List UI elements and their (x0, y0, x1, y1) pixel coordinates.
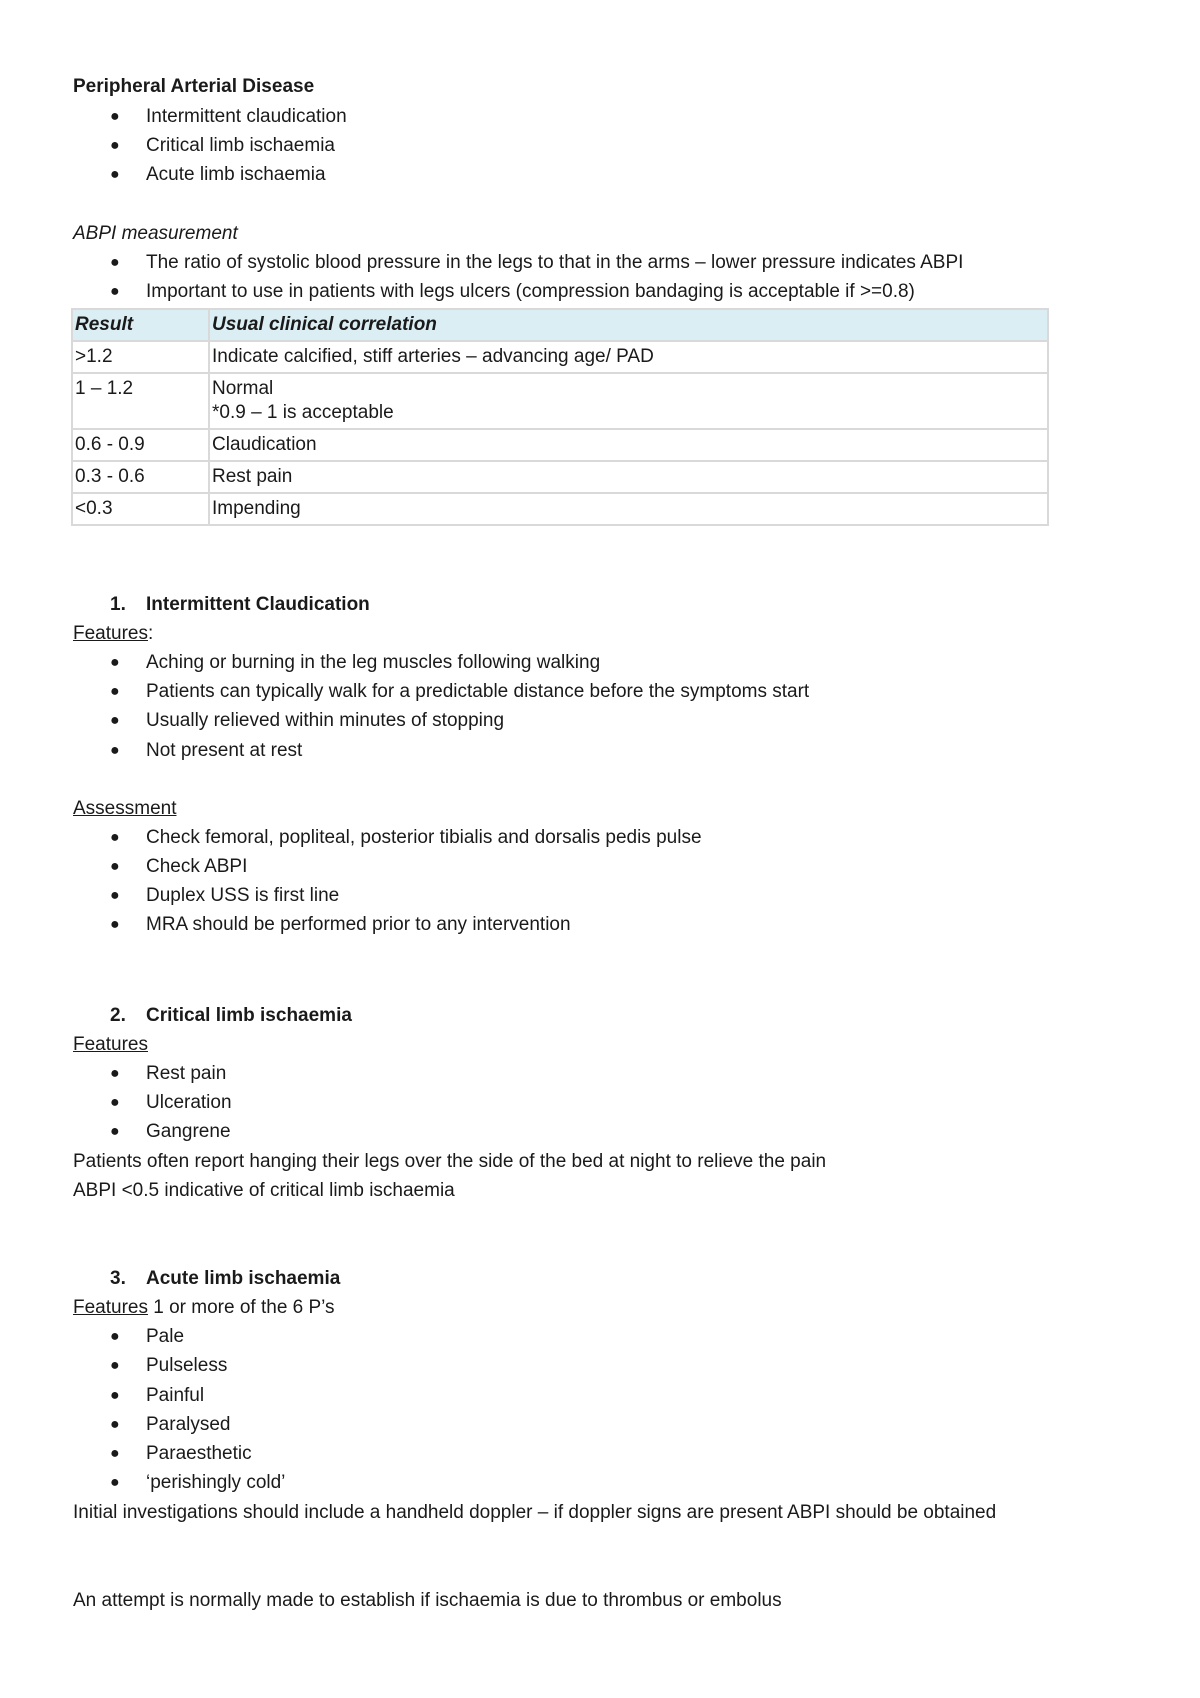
bullet-icon: ● (110, 683, 120, 700)
document-page: Peripheral Arterial Disease ● Intermittent claudication ● Critical limb ischaemia ● Acute limb ischaemia ABPI measurement ● The ratio of systolic blood pressure in the legs to that in the arms – lower pressure indicates ABPI ● Important to use in patients with legs ulcers (compression bandaging is acceptable if >=0.8) Result Usual clinical correlation >1.2 Indicate calcified, stiff arteries – advancing age/ PAD 1 – 1.2 Normal *0.9 – 1 is acceptable 0.6 - 0.9 Claudication 0.3 - 0.6 Rest pain <0.3 Impending 1. Intermittent Claudication Features: ● Aching or burning in the leg muscles following walking ● Patients can typically walk for a predictable distance before the symptoms start ● Usually relieved within minutes of stopping ● Not present at rest Assessment ● Check femoral, popliteal, posterior tibialis and dorsalis pedis pulse ● Check ABPI ● Duplex USS is first line ● MRA should be performed prior to any intervention 2. Critical limb ischaemia Features ● Rest pain ● Ulceration ● Gangrene Patients often report hanging their legs over the side of the bed at night to relieve the pain ABPI <0.5 indicative of critical limb ischaemia 3. Acute limb ischaemia Features 1 or more of the 6 P’s ● Pale ● Pulseless ● Painful ● Paralysed ● Paraesthetic ● ‘perishingly cold’ Initial investigations should include a handheld doppler – if doppler signs are present ABPI should be obtained An attempt is normally made to establish if ischaemia is due to thrombus or embolus (0, 0, 1200, 1698)
abpi-heading: ABPI measurement (73, 223, 238, 244)
section1-features-heading (73, 622, 153, 646)
section1-features-label: Features (73, 623, 148, 644)
bullet-icon: ● (110, 742, 120, 759)
table-row (72, 373, 1048, 429)
section3-number: 3. (110, 1268, 126, 1289)
bullet-icon: ● (110, 1445, 120, 1462)
section3-features-heading (73, 1296, 335, 1320)
bullet-icon: ● (110, 1357, 120, 1374)
bullet-icon: ● (110, 254, 120, 271)
document-title: Peripheral Arterial Disease (73, 76, 315, 97)
bullet-icon: ● (110, 916, 120, 933)
table-header-row (72, 309, 1048, 341)
table-cell-correlation: Impending (209, 493, 1048, 525)
table-cell-correlation (209, 373, 1048, 429)
bullet-icon: ● (110, 887, 120, 904)
table-cell-correlation: Rest pain (209, 461, 1048, 493)
table-row (72, 493, 1048, 525)
bullet-icon: ● (110, 166, 120, 183)
bullet-icon: ● (110, 1094, 120, 1111)
table-cell-correlation-text: Normal (212, 378, 274, 399)
table-header-result: Result (72, 309, 209, 341)
table-row (72, 341, 1048, 373)
table-row (72, 429, 1048, 461)
section2-features-heading: Features (73, 1034, 148, 1055)
bullet-icon: ● (110, 829, 120, 846)
table-cell-result: 1 – 1.2 (72, 373, 209, 429)
bullet-icon: ● (110, 858, 120, 875)
section2-title: Critical limb ischaemia (146, 1005, 352, 1026)
section3-note1: Initial investigations should include a handheld doppler – if doppler signs are present ABPI should be obtained (73, 1502, 997, 1523)
table-cell-result: 0.3 - 0.6 (72, 461, 209, 493)
section1-number: 1. (110, 594, 126, 615)
section3-note2: An attempt is normally made to establish if ischaemia is due to thrombus or embolus (73, 1590, 782, 1611)
bullet-icon: ● (110, 1328, 120, 1345)
table-cell-correlation: Claudication (209, 429, 1048, 461)
abpi-table (71, 308, 1049, 526)
table-row (72, 461, 1048, 493)
bullet-icon: ● (110, 712, 120, 729)
bullet-icon: ● (110, 1065, 120, 1082)
bullet-icon: ● (110, 1474, 120, 1491)
section1-title: Intermittent Claudication (146, 594, 370, 615)
section2-note2: ABPI <0.5 indicative of critical limb ischaemia (73, 1180, 455, 1201)
table-cell-note: *0.9 – 1 is acceptable (212, 402, 394, 423)
section2-note1: Patients often report hanging their legs over the side of the bed at night to relieve the pain (73, 1151, 827, 1172)
bullet-icon: ● (110, 1123, 120, 1140)
section3-title: Acute limb ischaemia (146, 1268, 341, 1289)
section3-features-suffix: 1 or more of the 6 P’s (147, 1297, 335, 1318)
section3-features-label: Features (73, 1297, 148, 1318)
table-cell-result: >1.2 (72, 341, 209, 373)
bullet-icon: ● (110, 137, 120, 154)
bullet-icon: ● (110, 654, 120, 671)
table-cell-result: 0.6 - 0.9 (72, 429, 209, 461)
section1-assessment-heading: Assessment (73, 798, 177, 819)
table-cell-result: <0.3 (72, 493, 209, 525)
table-header-correlation: Usual clinical correlation (209, 309, 1048, 341)
bullet-icon: ● (110, 1416, 120, 1433)
section2-number: 2. (110, 1005, 126, 1026)
bullet-icon: ● (110, 108, 120, 125)
bullet-icon: ● (110, 283, 120, 300)
section1-features-suffix: : (147, 623, 154, 644)
bullet-icon: ● (110, 1387, 120, 1404)
table-cell-correlation: Indicate calcified, stiff arteries – advancing age/ PAD (209, 341, 1048, 373)
